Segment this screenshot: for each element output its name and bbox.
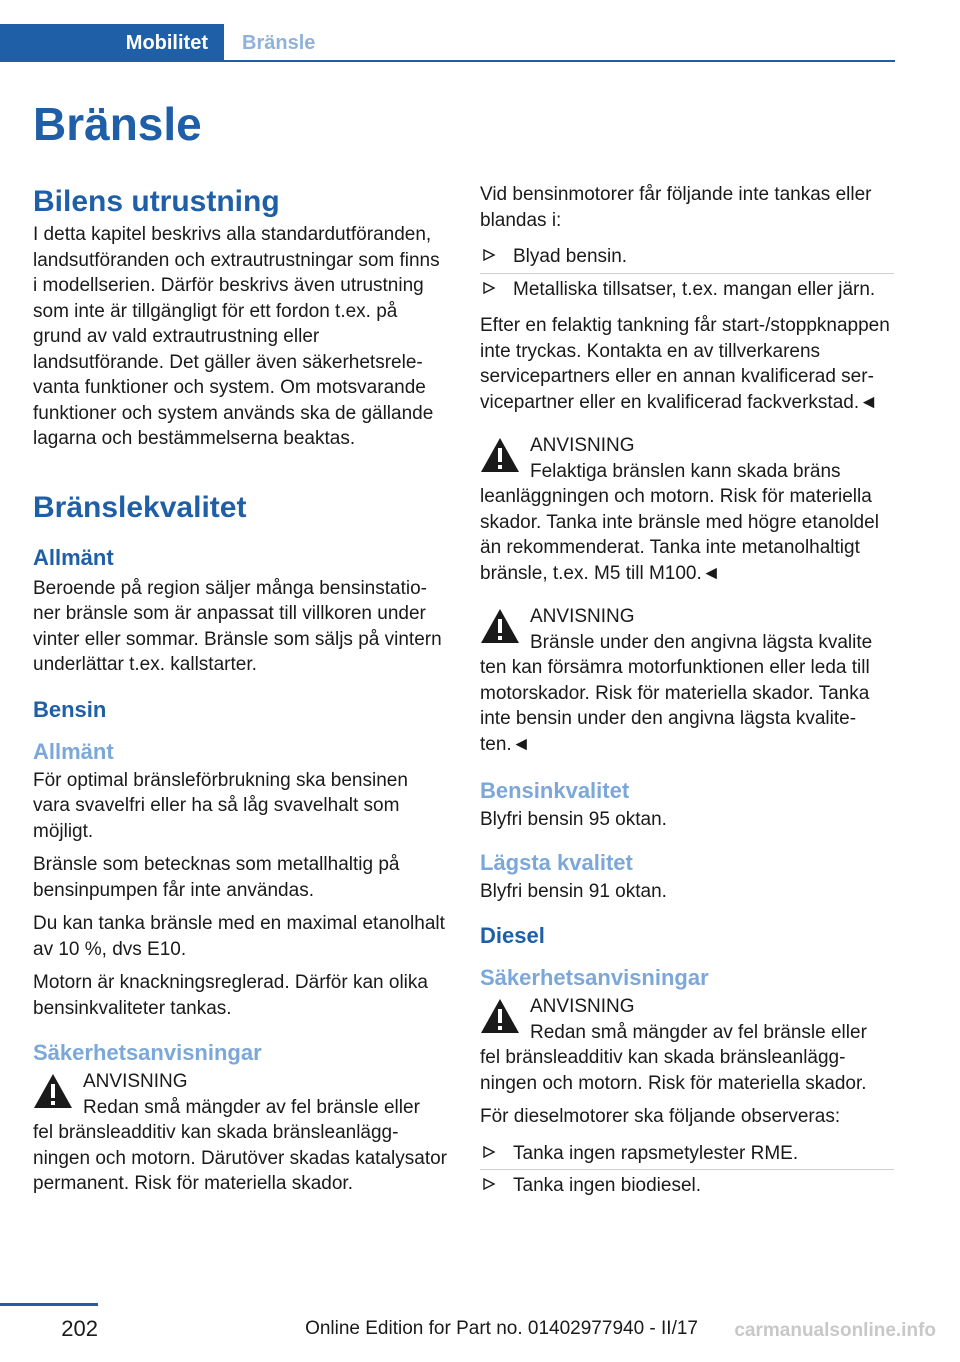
warning-text-rest: leanläggningen och motorn. Risk för materiella skador. Tanka inte bränsle med högre etanoldel än rekommenderat. Tanka inte metanolhaltigt bränsle, t.ex. M5 till M100.◄ (480, 486, 879, 584)
warning-triangle-icon (480, 437, 520, 473)
tab-underline (224, 60, 895, 62)
warning-title: ANVISNING (530, 435, 635, 456)
paragraph-bensin-4: Motorn är knackningsreglerad. Därför kan olika bensinkvaliteter tankas. (33, 972, 428, 1019)
page-title: Bränsle (33, 98, 202, 150)
warning-title: ANVISNING (83, 1071, 188, 1092)
heading-allmant: Allmänt (33, 544, 114, 570)
heading-bilens-utrustning: Bilens utrustning (33, 185, 280, 218)
list-diesel (480, 1138, 894, 1202)
paragraph-bensin-3: Du kan tanka bränsle med en maximal etanolhalt av 10 %, dvs E10. (33, 913, 445, 960)
list-forbidden (480, 241, 894, 305)
heading-branslekvalitet: Bränslekvalitet (33, 490, 247, 524)
warning-text-first: Redan små mängder av fel bränsle eller (530, 1021, 867, 1043)
warning-text-first: Redan små mängder av fel bränsle eller (83, 1096, 420, 1118)
paragraph-utrustning: I detta kapitel beskrivs alla standardutföranden, landsutföranden och extrautrustningar som finns i modellserien. Därför beskrivs även utrustning som inte är tillgängligt för ett fordon t.ex. på grund av vald extrautrustning eller landsutförande. Det gäller även säkerhetsrelevanta funktioner och system. Om motsvarande funktioner och system används ska de gällande lagarna och bestämmelserna beaktas. (33, 224, 440, 449)
list-item (480, 1138, 894, 1171)
triangle-right-icon (482, 1145, 496, 1159)
warning-text-rest: fel bränsleadditiv kan skada bränsleanläggningen och motorn. Därutöver skadas katalysator permanent. Risk för materiella skador. (33, 1122, 447, 1194)
right-column (480, 182, 894, 1210)
list-item-text: Blyad bensin. (513, 246, 628, 267)
page-number: 202 (61, 1316, 98, 1341)
triangle-right-icon (482, 281, 496, 295)
list-item (480, 274, 894, 306)
warning-title: ANVISNING (530, 996, 635, 1017)
left-column (33, 182, 447, 1205)
list-item-text: Metalliska tillsatser, t.ex. mangan eller järn. (513, 278, 876, 300)
warning-text-rest: fel bränsleadditiv kan skada bränsleanläggningen och motorn. Risk för materiella skador. (480, 1047, 867, 1094)
warning-title: ANVISNING (530, 606, 635, 627)
heading-sakerhetsanvisningar: Säkerhetsanvisningar (33, 1040, 262, 1065)
warning-text-first: Bränsle under den angivna lägsta kvalite (530, 631, 873, 653)
paragraph-intro: Vid bensinmotorer får följande inte tankas eller blandas i: (480, 184, 872, 231)
triangle-right-icon (482, 248, 496, 262)
tab-bransle[interactable]: Bränsle (242, 32, 316, 54)
tab-mobilitet[interactable]: Mobilitet (0, 24, 224, 62)
paragraph-efter: Efter en felaktig tankning får start-/stoppknappen inte tryckas. Kontakta en av tillverkarens servicepartners eller en annan kvalificerad servicepartner eller en kvalificerad fackverkstad.◄ (480, 315, 890, 413)
warning-notice (480, 994, 894, 1096)
heading-diesel: Diesel (480, 923, 545, 948)
warning-triangle-icon (480, 998, 520, 1034)
paragraph-bensin-2: Bränsle som betecknas som metallhaltig på bensinpumpen får inte användas. (33, 854, 400, 901)
paragraph-bensin-1: För optimal bränsleförbrukning ska bensinen vara svavelfri eller ha så låg svavelhalt som möjligt. (33, 769, 408, 842)
paragraph-allmant: Beroende på region säljer många bensinstationer bränsle som är anpassat till villkoren under vinter eller sommar. Bränsle som säljs på vintern underlättar t.ex. kallstarter. (33, 577, 442, 675)
heading-bensin: Bensin (33, 696, 107, 722)
heading-sakerhetsanvisningar-diesel: Säkerhetsanvisningar (480, 965, 709, 990)
watermark: carmanualsonline.info (734, 1320, 936, 1341)
heading-allmant-bensin: Allmänt (33, 738, 114, 764)
warning-notice (480, 433, 894, 586)
paragraph-bensinkvalitet: Blyfri bensin 95 oktan. (480, 809, 667, 830)
warning-notice (33, 1069, 447, 1197)
warning-text-first: Felaktiga bränslen kann skada bräns (530, 460, 841, 482)
list-item (480, 241, 894, 274)
warning-notice (480, 604, 894, 757)
triangle-right-icon (482, 1177, 496, 1191)
list-item-text: Tanka ingen rapsmetylester RME. (513, 1142, 799, 1164)
paragraph-lagsta-kvalitet: Blyfri bensin 91 oktan. (480, 880, 667, 902)
paragraph-diesel: För dieselmotorer ska följande observeras: (480, 1106, 841, 1127)
heading-bensinkvalitet: Bensinkvalitet (480, 778, 630, 803)
edition-info: Online Edition for Part no. 01402977940 - II/17 (305, 1318, 698, 1339)
warning-triangle-icon (480, 608, 520, 644)
list-item (480, 1170, 894, 1202)
heading-lagsta-kvalitet: Lägsta kvalitet (480, 849, 633, 875)
warning-triangle-icon (33, 1073, 73, 1109)
chapter-tabbar (0, 24, 895, 62)
warning-text-rest: ten kan försämra motorfunktionen eller leda till motorskador. Risk för materiella skador. Tanka inte bensin under den angivna lägsta kvaliteten.◄ (480, 657, 870, 755)
list-item-text: Tanka ingen biodiesel. (513, 1175, 702, 1196)
footer-rule (0, 1303, 98, 1306)
